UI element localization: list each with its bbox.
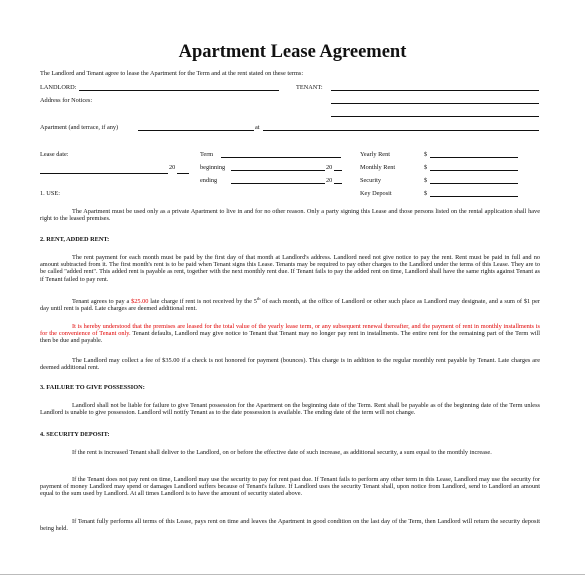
ending-year: 20 bbox=[326, 177, 333, 184]
landlord-field[interactable] bbox=[79, 90, 279, 91]
yearly-rent-field[interactable] bbox=[430, 157, 518, 158]
address-label: Address for Notices: bbox=[40, 97, 93, 104]
beginning-year-field[interactable] bbox=[334, 170, 342, 171]
lease-date-year: 20 bbox=[169, 164, 176, 171]
tenant-field-3[interactable] bbox=[331, 116, 539, 117]
apartment-field[interactable] bbox=[138, 130, 254, 131]
late-charge-sup: th bbox=[256, 296, 261, 301]
use-text: The Apartment must be used only as a private Apartment to live in and for no other reason. Only a party signing this Lease and those persons listed on the rental application shall have right to the leased premises. bbox=[40, 208, 540, 223]
ending-year-field[interactable] bbox=[334, 183, 342, 184]
security-label: Security bbox=[360, 177, 381, 184]
tenant-field[interactable] bbox=[331, 90, 539, 91]
rent-heading: 2. RENT, ADDED RENT: bbox=[40, 236, 110, 243]
monthly-rent-label: Monthly Rent bbox=[360, 164, 396, 171]
lease-date-year-field[interactable] bbox=[177, 173, 189, 174]
rent-text: The rent payment for each month must be paid by the first day of that month at Landlord's address. Landlord need not give notice to pay the rent. Rent must be paid in full and no amount subtracted from it. The first month's rent is to be paid when Tenant signs this Lease. Tenants may be required to pay other charges to the Landlord under the terms of this Lease. They are to be called "added rent". This added rent is payable as rent, together with the next monthly rent due. If Tenant fails to pay the added rent on time, Landlord shall have the same rights against Tenant as if Tenant failed to pay rent. bbox=[40, 254, 540, 283]
installment-text bbox=[40, 323, 540, 345]
beginning-label: beginning bbox=[200, 164, 226, 171]
security-text-2: If the Tenant does not pay rent on time, Landlord may use the security to pay for rent past due. If Tenant fails to perform any other term in this Lease, Landlord may use the security for payment of money Landlord may spend or damages Landlord suffers because of Tenant's failure. If Landlord uses the security Tenant shall, upon notice from Landlord, send to Landlord an amount equal to the sum used by Landlord. At all times Landlord is to have the amount of security stated above. bbox=[40, 476, 540, 498]
yearly-rent-label: Yearly Rent bbox=[360, 151, 390, 158]
ending-field[interactable] bbox=[231, 183, 325, 184]
page-bottom-divider bbox=[0, 574, 585, 575]
late-charge-mid: late charge if rent is not received by the 5 bbox=[148, 298, 257, 306]
monthly-rent-dollar: $ bbox=[424, 164, 428, 171]
late-charge-text bbox=[40, 296, 540, 313]
check-fee-text: The Landlord may collect a fee of $35.00 if a check is not honored for payment (bounces). This charge is in addition to the regular monthly rent payable by Tenant. Late charges are deemed additional rent. bbox=[40, 357, 540, 372]
at-label: at bbox=[255, 124, 260, 131]
lease-date-label: Lease date: bbox=[40, 151, 69, 158]
failure-text: Landlord shall not be liable for failure to give Tenant possession for the Apartment on the beginning date of the Term. Rent shall be payable as of the beginning date of the Term unless Landlord is unable to give possession. Landlord will notify Tenant as to the date possession is available. The ending date of the term will not change. bbox=[40, 402, 540, 417]
security-text-3: If Tenant fully performs all terms of this Lease, pays rent on time and leaves the Apartment in good condition on the last day of the Term, then Landlord will return the security deposit being held. bbox=[40, 518, 540, 533]
intro-text: The Landlord and Tenant agree to lease the Apartment for the Term and at the rent stated on these terms: bbox=[40, 70, 304, 77]
key-deposit-label: Key Deposit bbox=[360, 190, 392, 197]
tenant-label: TENANT: bbox=[296, 84, 323, 91]
late-charge-prefix: Tenant agrees to pay a bbox=[72, 298, 132, 306]
beginning-field[interactable] bbox=[231, 170, 325, 171]
yearly-rent-dollar: $ bbox=[424, 151, 428, 158]
lease-date-field[interactable] bbox=[40, 173, 168, 174]
security-field[interactable] bbox=[430, 183, 518, 184]
late-charge-amount: $25.00 bbox=[131, 298, 149, 306]
monthly-rent-field[interactable] bbox=[430, 170, 518, 171]
beginning-year: 20 bbox=[326, 164, 333, 171]
term-field[interactable] bbox=[221, 157, 341, 158]
installment-red-text: It is hereby understood that the premises are leased for the total value of the yearly lease term, or any subsequent renewal thereafter, and the payment of rent in monthly installments is for the convenience of Tenant only. bbox=[40, 323, 540, 338]
security-text-1: If the rent is increased Tenant shall deliver to the Landlord, on or before the effective date of such increase, as additional security, a sum equal to the monthly increase. bbox=[72, 449, 492, 456]
landlord-label: LANDLORD: bbox=[40, 84, 77, 91]
key-deposit-field[interactable] bbox=[430, 196, 518, 197]
term-label: Term bbox=[200, 151, 214, 158]
ending-label: ending bbox=[200, 177, 218, 184]
failure-heading: 3. FAILURE TO GIVE POSSESSION: bbox=[40, 384, 145, 391]
security-heading: 4. SECURITY DEPOSIT: bbox=[40, 431, 110, 438]
late-charge-suffix: of each month, at the office of Landlord or other such place as Landlord may designate, and a sum of $1 per day until rent is paid. Late charges are deemed additional rent. bbox=[40, 298, 540, 313]
apartment-label: Apartment (and terrace, if any) bbox=[40, 124, 119, 131]
security-dollar: $ bbox=[424, 177, 428, 184]
document-title: Apartment Lease Agreement bbox=[178, 42, 407, 62]
installment-default-text: Tenant defaults, Landlord may give notice to Tenant that Tenant may no longer pay rent in installments. The entire rent for the remaining part of the Term will then be due and payable. bbox=[40, 330, 541, 345]
tenant-field-2[interactable] bbox=[331, 103, 539, 104]
use-heading: 1. USE: bbox=[40, 190, 60, 197]
apartment-address-field[interactable] bbox=[263, 130, 539, 131]
key-deposit-dollar: $ bbox=[424, 190, 428, 197]
